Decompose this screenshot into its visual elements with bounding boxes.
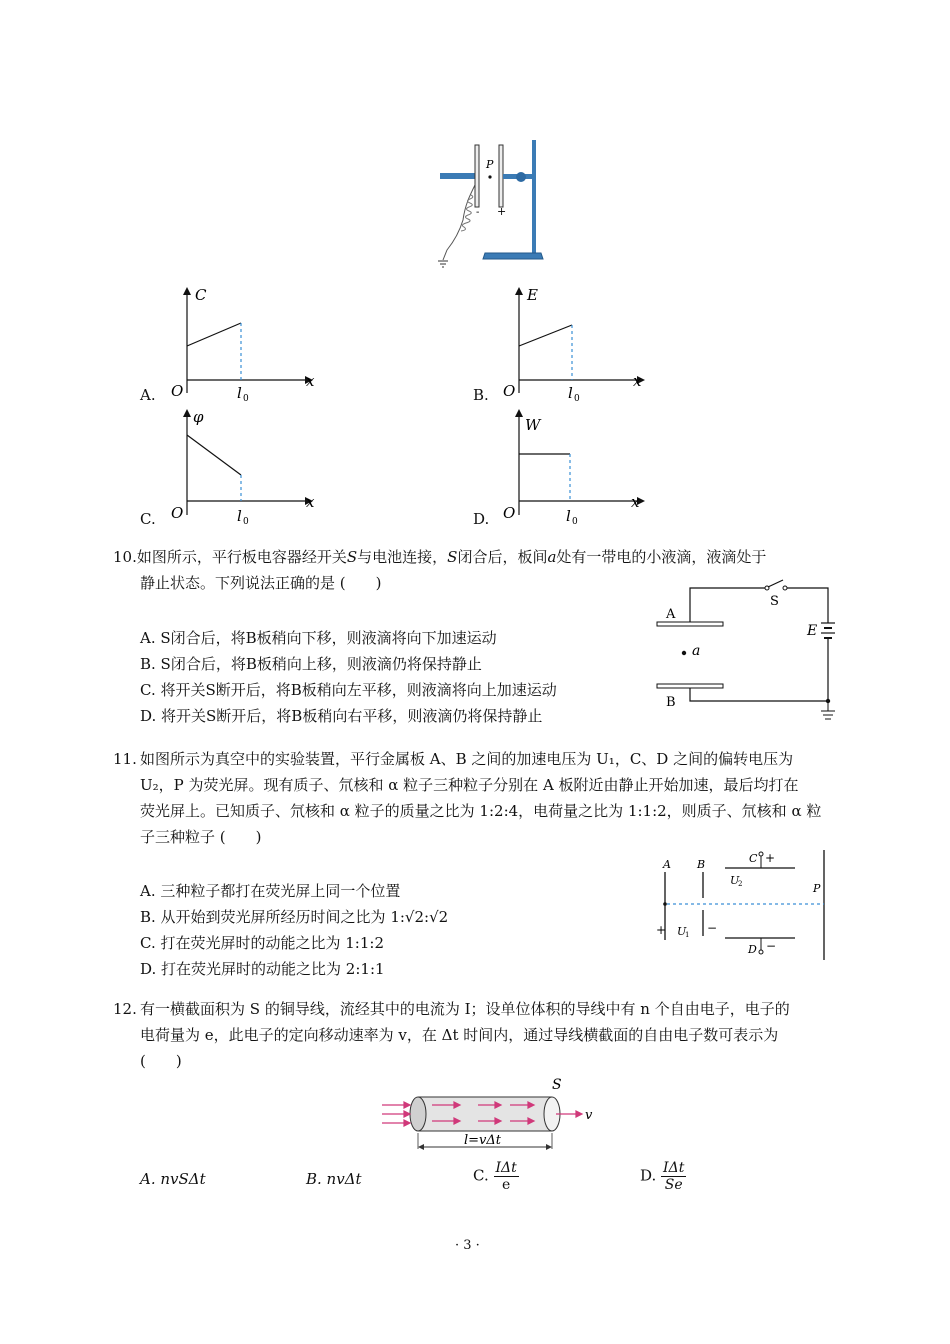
q11-option-b: B. 从开始到荧光屏所经历时间之比为 1:√2:√2 <box>140 908 449 926</box>
label-c-plus: + <box>765 851 776 865</box>
ground-wire <box>443 185 475 260</box>
q12-option-d-fraction <box>661 1160 686 1193</box>
graph-c-tick-sub: 0 <box>243 517 249 527</box>
q12-stem-line3: ( ) <box>140 1052 182 1070</box>
graph-b-tick: l <box>568 384 573 402</box>
q12-option-b: B. nvΔt <box>306 1170 362 1188</box>
graph-c-option: C. <box>140 510 156 528</box>
label-p: P <box>486 158 494 171</box>
label-u2-sub: 2 <box>738 880 743 888</box>
q12-option-d-den: Se <box>664 1177 683 1193</box>
point-p <box>488 175 491 178</box>
graph-a <box>160 283 320 408</box>
label-length: l=vΔt <box>464 1133 502 1148</box>
graph-b-tick-sub: 0 <box>574 394 580 404</box>
label-b: B <box>666 695 676 710</box>
graph-d-tick: l <box>566 507 571 525</box>
droplet-a <box>682 651 686 655</box>
graph-a-line <box>187 323 241 346</box>
page-number: · 3 · <box>455 1238 480 1253</box>
stand-pole <box>532 140 536 255</box>
graph-a-option: A. <box>140 386 156 404</box>
graph-a-xlabel: x <box>306 372 315 390</box>
label-drop: a <box>692 643 701 659</box>
label-e: E <box>807 623 818 639</box>
graph-d-xlabel: x <box>631 493 640 511</box>
plate-b <box>657 684 723 688</box>
label-a: A <box>663 858 671 871</box>
stand-base <box>483 253 543 259</box>
q10-stem-part3: 闭合后，板间 <box>457 548 548 566</box>
graph-d-option: D. <box>473 510 490 528</box>
graph-c-xlabel: x <box>306 493 315 511</box>
q12-option-d <box>640 1160 686 1193</box>
q11-option-a: A. 三种粒子都打在荧光屏上同一个位置 <box>140 882 401 900</box>
label-plus: + <box>497 205 507 218</box>
q10-stem-s: S <box>346 548 358 566</box>
label-d: D <box>748 943 757 956</box>
wire-left-end <box>410 1097 426 1131</box>
wire-body <box>418 1097 552 1131</box>
label-u1: U <box>677 925 687 938</box>
label-v: v <box>585 1108 593 1123</box>
q12-stem-line1: 有一横截面积为 S 的铜导线，流经其中的电流为 I；设单位体积的导线中有 n 个自由电子，电子的 <box>140 1000 790 1018</box>
graph-a-tick: l <box>237 384 242 402</box>
label-b-minus: − <box>707 921 718 935</box>
graph-a-ylabel: C <box>195 286 207 304</box>
q12-option-a: A. nvSΔt <box>140 1170 206 1188</box>
label-minus: - <box>476 207 480 218</box>
graph-b-option: B. <box>473 386 489 404</box>
label-u1-sub: 1 <box>685 931 690 939</box>
label-s: S <box>552 1077 562 1093</box>
q10-option-d: D. 将开关S断开后，将B板稍向右平移，则液滴仍将保持静止 <box>140 707 543 725</box>
q12-option-c-fraction <box>494 1160 519 1193</box>
q11-number: 11. <box>113 750 137 768</box>
q11-stem-line2: U₂，P 为荧光屏。现有质子、氘核和 α 粒子三种粒子分别在 A 板附近由静止开始加速，最后均打在 <box>140 776 799 794</box>
q10-stem <box>113 544 843 570</box>
q10-option-c: C. 将开关S断开后，将B板稍向左平移，则液滴将向上加速运动 <box>140 681 557 699</box>
capacitor-stand-figure <box>435 135 545 275</box>
graph-c-ylabel: φ <box>193 408 204 426</box>
graph-d <box>492 405 652 532</box>
q12-option-c <box>473 1160 519 1193</box>
plate-a <box>657 622 723 626</box>
left-plate <box>475 145 479 207</box>
q10-stem-line2: 静止状态。下列说法正确的是 ( ) <box>140 574 382 592</box>
right-plate <box>499 145 503 207</box>
q10-stem-part1: 如图所示，平行板电容器经开关 <box>136 548 347 566</box>
q12-option-c-num: IΔt <box>495 1160 517 1176</box>
clamp <box>516 172 526 182</box>
q11-stem-line3: 荧光屏上。已知质子、氘核和 α 粒子的质量之比为 1:2:4，电荷量之比为 1:1:2，则质子、氘核和 α 粒 <box>140 802 822 820</box>
label-s: S <box>770 594 779 609</box>
graph-c-tick: l <box>237 507 242 525</box>
label-p: P <box>813 882 821 895</box>
q10-number: 10. <box>113 548 137 566</box>
left-rod <box>440 173 475 179</box>
label-c: C <box>749 852 758 865</box>
graph-c <box>160 405 320 532</box>
q12-stem-line2: 电荷量为 e，此电子的定向移动速率为 v，在 Δt 时间内，通过导线横截面的自由电子数可表示为 <box>140 1026 779 1044</box>
q12-option-c-den: e <box>501 1177 511 1193</box>
label-d-minus: − <box>766 939 777 953</box>
q11-apparatus-figure <box>650 848 835 963</box>
q11-option-c: C. 打在荧光屏时的动能之比为 1:1:2 <box>140 934 384 952</box>
graph-a-tick-sub: 0 <box>243 394 249 404</box>
graph-b-line <box>519 325 572 346</box>
q12-number: 12. <box>113 1000 137 1018</box>
graph-c-line <box>187 435 241 475</box>
label-a: A <box>666 607 676 622</box>
q10-circuit-figure <box>650 575 850 725</box>
label-a-plus: + <box>656 923 667 937</box>
q11-option-d: D. 打在荧光屏时的动能之比为 2:1:1 <box>140 960 385 978</box>
q10-stem-part2: 与电池连接， <box>357 548 448 566</box>
graph-a-origin: O <box>171 382 184 400</box>
q10-option-a: A. S闭合后，将B板稍向下移，则液滴将向下加速运动 <box>140 629 497 647</box>
graph-b <box>492 283 652 408</box>
q10-option-b: B. S闭合后，将B板稍向上移，则液滴仍将保持静止 <box>140 655 482 673</box>
graph-b-origin: O <box>503 382 516 400</box>
q11-stem-line4: 子三种粒子 ( ) <box>140 828 262 846</box>
q12-option-d-prefix: D. <box>640 1166 657 1185</box>
label-u2: U <box>730 874 740 887</box>
q12-wire-figure <box>380 1075 600 1155</box>
q10-stem-part4: 处有一带电的小液滴，液滴处于 <box>556 548 767 566</box>
graph-d-ylabel: W <box>525 416 541 434</box>
graph-b-xlabel: x <box>633 372 642 390</box>
graph-c-origin: O <box>171 504 184 522</box>
graph-d-tick-sub: 0 <box>572 517 578 527</box>
graph-d-origin: O <box>503 504 516 522</box>
label-b: B <box>697 858 706 871</box>
graph-b-ylabel: E <box>527 286 538 304</box>
q11-stem-line1: 如图所示为真空中的实验装置，平行金属板 A、B 之间的加速电压为 U₁，C、D 之间的偏转电压为 <box>140 750 794 768</box>
q12-option-c-prefix: C. <box>473 1166 489 1185</box>
q10-stem-a: a <box>547 548 557 566</box>
q10-stem-s2: S <box>447 548 458 566</box>
q12-option-d-num: IΔt <box>663 1160 685 1176</box>
ground-coil <box>461 195 473 231</box>
